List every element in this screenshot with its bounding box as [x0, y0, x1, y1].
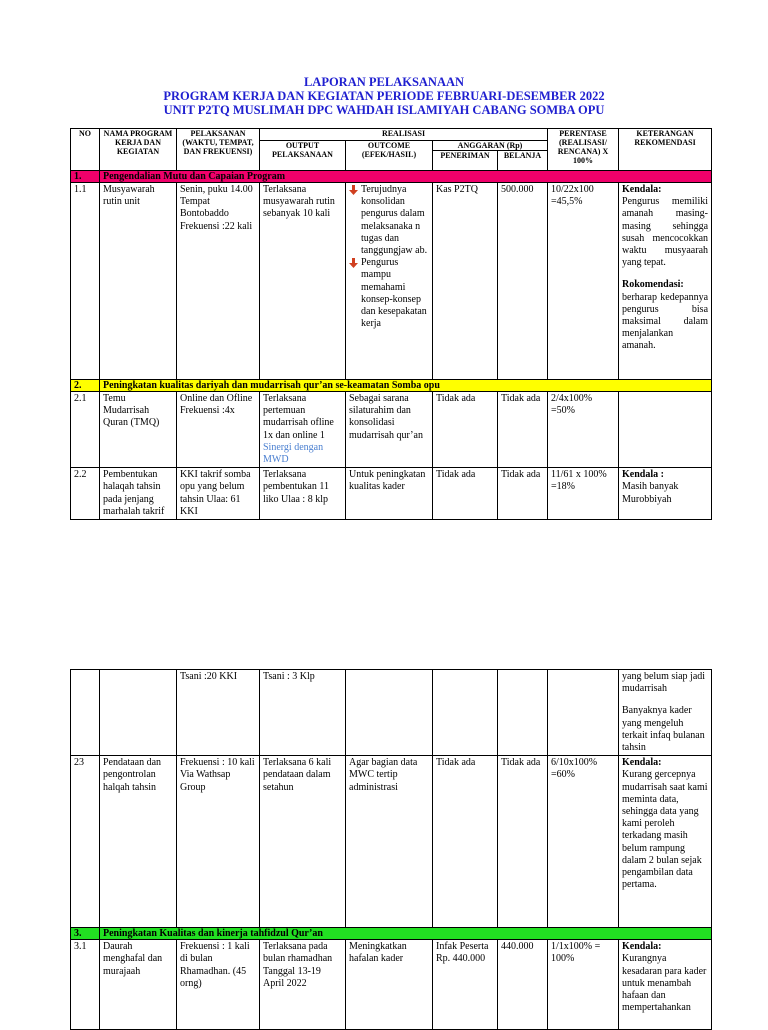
program-name: Temu Mudarrisah Quran (TMQ) [100, 392, 177, 468]
perentase-cell: 10/22x100 =45,5% [548, 183, 619, 380]
keterangan-cell [619, 183, 712, 380]
outcome-text-1: Terujudnya konsolidan pengurus dalam melaksanaka n tugas dan tanggungjaw ab. [361, 184, 428, 257]
section-title: Peningkatan Kualitas dan kinerja tahfidzul Qur’an [100, 928, 712, 940]
perentase-cell: 6/10x100% =60% [548, 756, 619, 928]
belanja-cell: Tidak ada [498, 468, 548, 520]
table-row [71, 468, 712, 520]
report-table-page-2 [70, 669, 712, 1030]
col-header-no: NO [71, 129, 100, 171]
perentase-cell [548, 670, 619, 756]
output-cell [260, 392, 346, 468]
perentase-cell: 11/61 x 100% =18% [548, 468, 619, 520]
section-row-2 [71, 380, 712, 392]
table-row [71, 183, 712, 380]
kendala-label: Kendala: [622, 941, 662, 953]
penerimaan-cell: Tidak ada [433, 392, 498, 468]
pelaksanan-cell: Tsani :20 KKI [177, 670, 260, 756]
col-header-nama: NAMA PROGRAM KERJA DAN KEGIATAN [100, 129, 177, 171]
outcome-cell: Untuk peningkatan kualitas kader [346, 468, 433, 520]
program-name: Daurah menghafal dan murajaah [100, 940, 177, 1030]
row-number: 2.2 [71, 468, 100, 520]
program-name: Pembentukan halaqah tahsin pada jenjang marhalah takrif [100, 468, 177, 520]
row-number: 2.1 [71, 392, 100, 468]
output-cell: Tsani : 3 Klp [260, 670, 346, 756]
row-number: 3.1 [71, 940, 100, 1030]
col-header-penerimaan: PENERIMAN [433, 151, 498, 171]
output-cell: Terlaksana pada bulan rhamadhan Tanggal 13-19 April 2022 [260, 940, 346, 1030]
col-header-anggaran: ANGGARAN (Rp) [433, 141, 548, 151]
outcome-text-2: Pengurus mampu memahami konsep-konsep dan kesepakatan kerja [361, 257, 427, 330]
outcome-cell: Meningkatkan hafalan kader [346, 940, 433, 1030]
col-header-belanja: BELANJA [498, 151, 548, 171]
report-title-line-3: UNIT P2TQ MUSLIMAH DPC WAHDAH ISLAMIYAH CABANG SOMBA OPU [163, 103, 605, 117]
section-number: 3. [71, 928, 100, 940]
output-cell: Terlaksana pembentukan 11 liko Ulaa : 8 klp [260, 468, 346, 520]
section-title: Peningkatan kualitas dariyah dan mudarrisah qur’an se-keamatan Somba opu [100, 380, 712, 392]
pelaksanan-cell: KKI takrif somba opu yang belum tahsin Ulaa: 61 KKI [177, 468, 260, 520]
kendala-text: Kurangnya kesadaran para kader untuk menambah hafaan dan mempertahankan [622, 953, 707, 1014]
row-number [71, 670, 100, 756]
section-number: 1. [71, 171, 100, 183]
belanja-cell [498, 670, 548, 756]
col-header-pelaksanan: PELAKSANAN (WAKTU, TEMPAT, DAN FREKUENSI) [177, 129, 260, 171]
report-title-line-2: PROGRAM KERJA DAN KEGIATAN PERIODE FEBRUARI-DESEMBER 2022 [163, 89, 605, 103]
kendala-label: Kendala: [622, 184, 662, 195]
belanja-cell: 500.000 [498, 183, 548, 380]
col-header-perentase: PERENTASE (REALISASI/ RENCANA) X 100% [548, 129, 619, 171]
keterangan-cell [619, 756, 712, 928]
pelaksanan-cell: Online dan Ofline Frekuensi :4x [177, 392, 260, 468]
rekomendasi-label: Rokomendasi: [622, 279, 684, 291]
report-title-line-1: LAPORAN PELAKSANAAN [303, 75, 465, 89]
bullet-arrow-icon [349, 257, 361, 330]
table-row [71, 940, 712, 1030]
outcome-cell: Agar bagian data MWC tertip administrasi [346, 756, 433, 928]
section-number: 2. [71, 380, 100, 392]
pelaksanan-cell: Senin, puku 14.00 Tempat Bontobaddo Frekuensi :22 kali [177, 183, 260, 380]
col-header-realisasi: REALISASI [260, 129, 548, 141]
kendala-label: Kendala : [622, 469, 664, 481]
keterangan-cell [619, 468, 712, 520]
row-number: 23 [71, 756, 100, 928]
bullet-arrow-icon [349, 184, 361, 257]
table-row [71, 756, 712, 928]
outcome-bullet [349, 184, 429, 257]
perentase-cell: 2/4x100% =50% [548, 392, 619, 468]
keterangan-text-1: yang belum siap jadi mudarrisah [622, 671, 706, 695]
output-cell: Terlaksana musyawarah rutin sebanyak 10 kali [260, 183, 346, 380]
keterangan-cell [619, 392, 712, 468]
col-header-outcome: OUTCOME (EFEK/HASIL) [346, 141, 433, 171]
section-row-3 [71, 928, 712, 940]
section-title: Pengendalian Mutu dan Capaian Program [100, 171, 712, 183]
outcome-bullet [349, 257, 429, 330]
output-sinergi: Sinergi dengan MWD [263, 441, 324, 466]
outcome-cell: Sebagai sarana silaturahim dan konsolidasi mudarrisah qur’an [346, 392, 433, 468]
penerimaan-cell [433, 670, 498, 756]
kendala-label: Kendala: [622, 757, 662, 769]
keterangan-cell [619, 670, 712, 756]
rekomendasi-text: berharap kedepannya pengurus bisa maksimal dalam menjalankan amanah. [622, 291, 709, 352]
pelaksanan-cell: Frekuensi : 1 kali di bulan Rhamadhan. (45 orng) [177, 940, 260, 1030]
belanja-cell: Tidak ada [498, 392, 548, 468]
output-cell: Terlaksana 6 kali pendataan dalam setahun [260, 756, 346, 928]
penerimaan-cell: Tidak ada [433, 468, 498, 520]
keterangan-cell [619, 940, 712, 1030]
outcome-cell [346, 670, 433, 756]
penerimaan-cell: Infak Peserta Rp. 440.000 [433, 940, 498, 1030]
belanja-cell: 440.000 [498, 940, 548, 1030]
program-name [100, 670, 177, 756]
perentase-cell: 1/1x100% = 100% [548, 940, 619, 1030]
program-name: Pendataan dan pengontrolan halqah tahsin [100, 756, 177, 928]
output-text: Terlaksana pertemuan mudarrisah ofline 1x dan online 1 [263, 393, 334, 441]
col-header-keterangan: KETERANGAN REKOMENDASI [619, 129, 712, 171]
table-row [71, 392, 712, 468]
report-table-page-1 [70, 128, 712, 520]
penerimaan-cell: Tidak ada [433, 756, 498, 928]
row-number: 1.1 [71, 183, 100, 380]
program-name: Musyawarah rutin unit [100, 183, 177, 380]
penerimaan-cell: Kas P2TQ [433, 183, 498, 380]
col-header-output: OUTPUT PELAKSANAAN [260, 141, 346, 171]
section-row-1 [71, 171, 712, 183]
pelaksanan-cell: Frekuensi : 10 kali Via Wathsap Group [177, 756, 260, 928]
belanja-cell: Tidak ada [498, 756, 548, 928]
kendala-text: Pengurus memiliki amanah masing-masing sehingga susah mencocokkan waktu musyaarah yang tepat. [622, 196, 709, 269]
kendala-text: Kurang gercepnya mudarrisah saat kami meminta data, sehingga data yang kami peroleh terkadang masih belum rampung dalam 2 bulan sejak pengambilan data pertama. [622, 769, 708, 891]
table-row-continuation [71, 670, 712, 756]
kendala-text: Masih banyak Murobbiyah [622, 481, 679, 505]
outcome-cell [346, 183, 433, 380]
keterangan-text-2: Banyaknya kader yang mengeluh terkait infaq bulanan tahsin [622, 705, 705, 754]
